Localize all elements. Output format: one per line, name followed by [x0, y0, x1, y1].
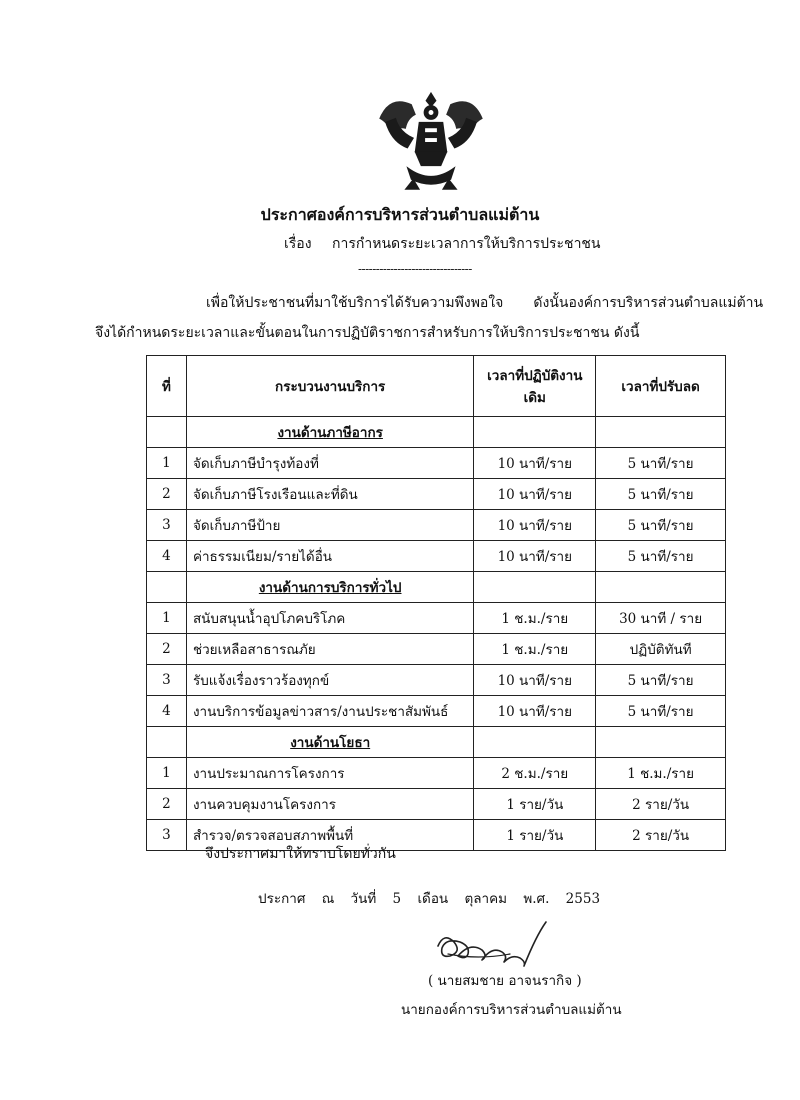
- announce-year-label: พ.ศ.: [523, 891, 550, 907]
- handwritten-signature: [430, 910, 560, 970]
- announce-day: 5: [392, 891, 402, 907]
- subject-line: [284, 233, 601, 255]
- row-old-time: 10 นาที/ราย: [474, 541, 596, 572]
- row-old-time: 10 นาที/ราย: [474, 665, 596, 696]
- row-old-time: 10 นาที/ราย: [474, 510, 596, 541]
- row-process: สำรวจ/ตรวจสอบสภาพพื้นที่: [186, 820, 473, 851]
- row-new-time: 2 ราย/วัน: [596, 820, 726, 851]
- row-process: สนับสนุนน้ำอุปโภคบริโภค: [186, 603, 473, 634]
- table-row: [147, 479, 726, 510]
- announcement-date-line: [258, 887, 612, 909]
- table-row: [147, 789, 726, 820]
- header-no: ที่: [147, 356, 187, 417]
- separator: --------------------------------: [358, 262, 472, 276]
- row-new-time: 5 นาที/ราย: [596, 541, 726, 572]
- row-new-time: 5 นาที/ราย: [596, 479, 726, 510]
- announce-month: ตุลาคม: [464, 891, 508, 907]
- signatory-name: ( นายสมชาย อาจนรากิจ ): [428, 973, 582, 989]
- row-new-time: 5 นาที/ราย: [596, 665, 726, 696]
- row-new-time: 5 นาที/ราย: [596, 448, 726, 479]
- row-old-time: 10 นาที/ราย: [474, 696, 596, 727]
- table-row: [147, 634, 726, 665]
- row-new-time: 1 ช.ม./ราย: [596, 758, 726, 789]
- announce-day-label: วันที่: [350, 891, 377, 907]
- table-row: [147, 541, 726, 572]
- table-row: [147, 758, 726, 789]
- row-no: 2: [147, 789, 187, 820]
- announce-at: ณ: [321, 891, 335, 907]
- closing-statement: จึงประกาศมาให้ทราบโดยทั่วกัน: [205, 846, 396, 862]
- row-no: 4: [147, 541, 187, 572]
- row-old-time: 2 ช.ม./ราย: [474, 758, 596, 789]
- header-new-time: เวลาที่ปรับลด: [596, 356, 726, 417]
- header-process: กระบวนงานบริการ: [186, 356, 473, 417]
- subject-text: การกำหนดระยะเวลาการให้บริการประชาชน: [332, 236, 601, 252]
- subject-label: เรื่อง: [284, 236, 312, 252]
- row-old-time: 1 ราย/วัน: [474, 820, 596, 851]
- row-no: 1: [147, 758, 187, 789]
- row-process: ช่วยเหลือสาธารณภัย: [186, 634, 473, 665]
- row-process: งานบริการข้อมูลข่าวสาร/งานประชาสัมพันธ์: [186, 696, 473, 727]
- table-row: [147, 603, 726, 634]
- section-row: [147, 727, 726, 758]
- section-title: งานด้านภาษีอากร: [186, 417, 473, 448]
- intro-line-2: จึงได้กำหนดระยะเวลาและขั้นตอนในการปฏิบัติราชการสำหรับการให้บริการประชาชน ดังนี้: [95, 325, 640, 341]
- garuda-emblem-icon: [372, 82, 490, 202]
- signatory-position: นายกองค์การบริหารส่วนตำบลแม่ต้าน: [401, 1002, 622, 1018]
- announce-label: ประกาศ: [258, 891, 306, 907]
- row-no: 3: [147, 665, 187, 696]
- row-new-time: 5 นาที/ราย: [596, 510, 726, 541]
- row-no: 4: [147, 696, 187, 727]
- intro-line-1b: ดังนั้นองค์การบริหารส่วนตำบลแม่ต้าน: [533, 295, 764, 311]
- row-old-time: 1 ช.ม./ราย: [474, 603, 596, 634]
- table-header-row: [147, 356, 726, 417]
- section-row: [147, 417, 726, 448]
- table-row: [147, 448, 726, 479]
- table-row: [147, 696, 726, 727]
- row-no: 3: [147, 510, 187, 541]
- document-title: ประกาศองค์การบริหารส่วนตำบลแม่ต้าน: [260, 205, 540, 224]
- row-process: รับแจ้งเรื่องราวร้องทุกข์: [186, 665, 473, 696]
- section-row: [147, 572, 726, 603]
- row-no: 2: [147, 634, 187, 665]
- intro-line-1a: เพื่อให้ประชาชนที่มาใช้บริการได้รับความพึงพอใจ: [206, 295, 504, 311]
- announce-year: 2553: [565, 891, 601, 907]
- row-no: 1: [147, 448, 187, 479]
- row-process: จัดเก็บภาษีโรงเรือนและที่ดิน: [186, 479, 473, 510]
- row-no: 3: [147, 820, 187, 851]
- row-process: งานควบคุมงานโครงการ: [186, 789, 473, 820]
- header-old-time: เวลาที่ปฏิบัติงานเดิม: [474, 356, 596, 417]
- service-time-table: [146, 355, 726, 851]
- table-row: [147, 665, 726, 696]
- row-process: จัดเก็บภาษีป้าย: [186, 510, 473, 541]
- row-process: งานประมาณการโครงการ: [186, 758, 473, 789]
- row-new-time: 5 นาที/ราย: [596, 696, 726, 727]
- announce-month-label: เดือน: [417, 891, 449, 907]
- intro-line-1: [206, 292, 763, 314]
- row-old-time: 1 ช.ม./ราย: [474, 634, 596, 665]
- section-title: งานด้านโยธา: [186, 727, 473, 758]
- row-new-time: ปฏิบัติทันที: [596, 634, 726, 665]
- row-old-time: 10 นาที/ราย: [474, 479, 596, 510]
- row-process: จัดเก็บภาษีบำรุงท้องที่: [186, 448, 473, 479]
- row-old-time: 10 นาที/ราย: [474, 448, 596, 479]
- row-no: 2: [147, 479, 187, 510]
- row-process: ค่าธรรมเนียม/รายได้อื่น: [186, 541, 473, 572]
- row-new-time: 2 ราย/วัน: [596, 789, 726, 820]
- row-no: 1: [147, 603, 187, 634]
- row-old-time: 1 ราย/วัน: [474, 789, 596, 820]
- section-title: งานด้านการบริการทั่วไป: [186, 572, 473, 603]
- table-row: [147, 510, 726, 541]
- row-new-time: 30 นาที / ราย: [596, 603, 726, 634]
